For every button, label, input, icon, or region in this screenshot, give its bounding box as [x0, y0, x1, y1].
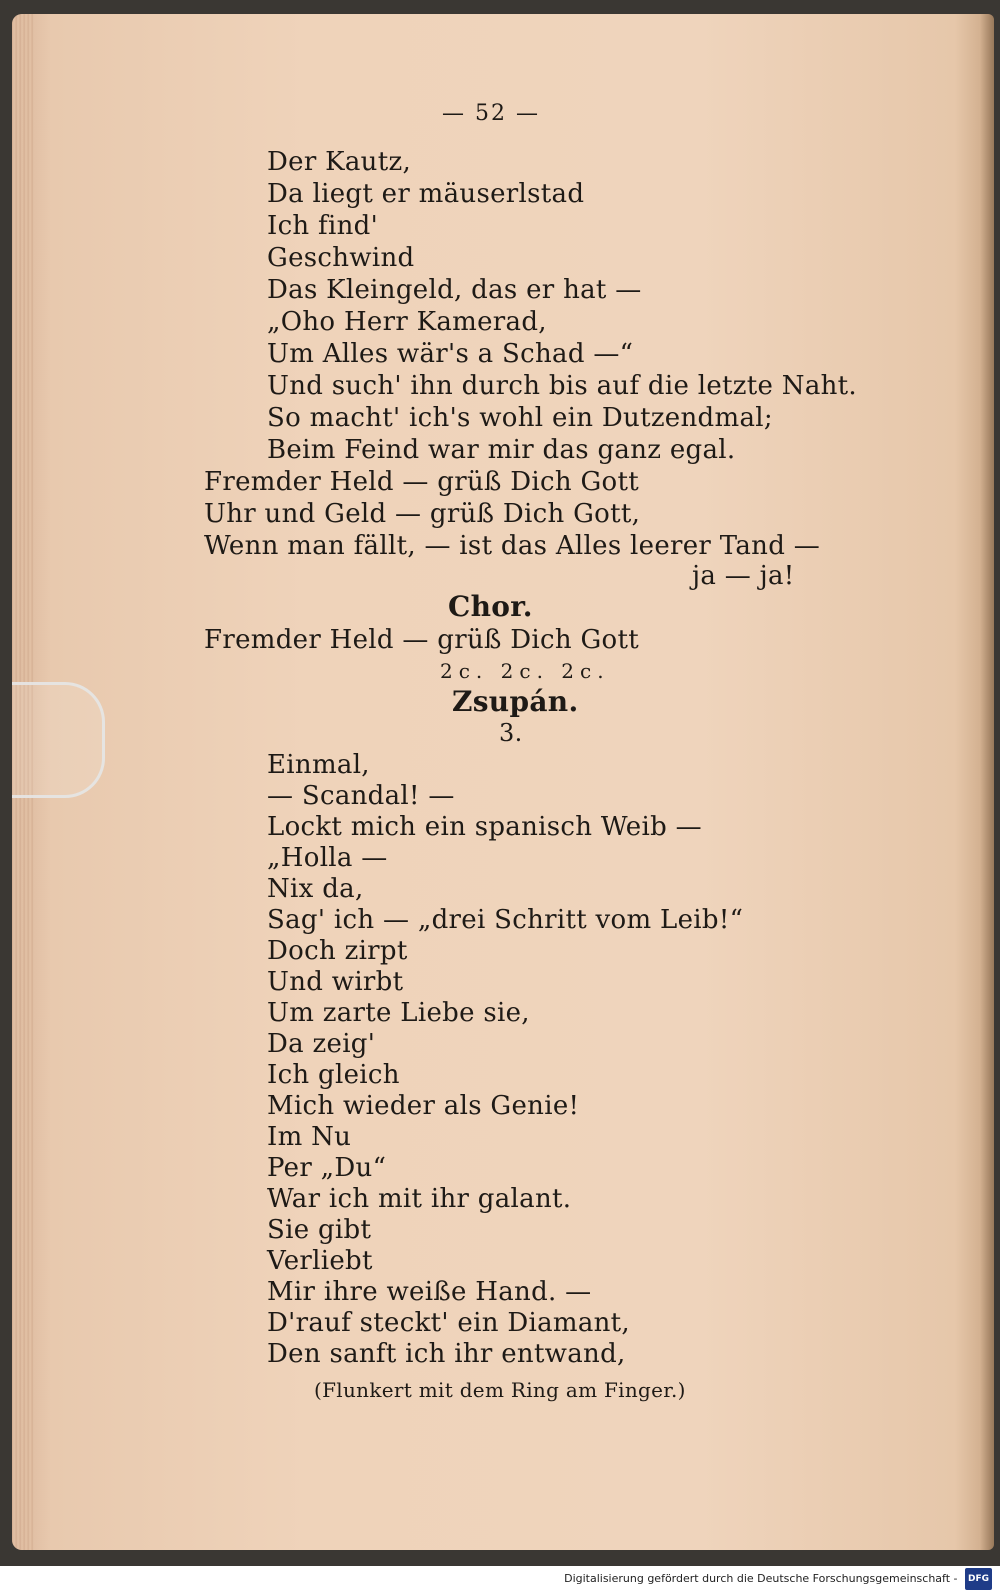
verse3-line: Mir ihre weiße Hand. —	[267, 1277, 592, 1307]
refrain-line: Uhr und Geld — grüß Dich Gott,	[204, 499, 641, 529]
chor-heading: Chor.	[448, 590, 533, 623]
verse-line: Der Kautz,	[267, 147, 412, 177]
verse-line: Um Alles wär's a Schad —“	[267, 339, 634, 369]
verse3-line: Sag' ich — „drei Schritt vom Leib!“	[267, 905, 744, 935]
verse3-line: Ich gleich	[267, 1060, 400, 1090]
verse3-line: Nix da,	[267, 874, 364, 904]
book-page	[12, 14, 994, 1550]
page-clip-tab	[12, 682, 105, 798]
refrain-line: Wenn man fällt, — ist das Alles leerer Tand —	[204, 531, 821, 561]
refrain-tail: ja — ja!	[692, 561, 795, 591]
speaker-heading: Zsupán.	[452, 685, 579, 718]
verse-line: Da liegt er mäuserlstad	[267, 179, 585, 209]
verse-line: „Oho Herr Kamerad,	[267, 307, 547, 337]
verse3-line: Im Nu	[267, 1122, 352, 1152]
verse3-line: Lockt mich ein spanisch Weib —	[267, 812, 702, 842]
refrain-line: Fremder Held — grüß Dich Gott	[204, 467, 639, 497]
verse3-line: Mich wieder als Genie!	[267, 1091, 580, 1121]
dfg-logo: DFG	[965, 1568, 992, 1590]
chor-line: Fremder Held — grüß Dich Gott	[204, 625, 639, 655]
verse3-line: „Holla —	[267, 843, 388, 873]
stage-direction: (Flunkert mit dem Ring am Finger.)	[314, 1378, 686, 1402]
verse3-line: Einmal,	[267, 750, 370, 780]
verse3-line: D'rauf steckt' ein Diamant,	[267, 1308, 630, 1338]
verse3-line: Verliebt	[267, 1246, 373, 1276]
verse3-line: Um zarte Liebe sie,	[267, 998, 530, 1028]
verse-line: Das Kleingeld, das er hat —	[267, 275, 642, 305]
verse-line: Und such' ihn durch bis auf die letzte Naht.	[267, 371, 857, 401]
page-number: — 52 —	[442, 101, 540, 126]
verse3-line: Sie gibt	[267, 1215, 372, 1245]
verse-line: Beim Feind war mir das ganz egal.	[267, 435, 736, 465]
verse3-line: Da zeig'	[267, 1029, 376, 1059]
verse-number: 3.	[499, 719, 523, 747]
footer-text: Digitalisierung gefördert durch die Deutsche Forschungsgemeinschaft -	[564, 1572, 958, 1585]
verse3-line: War ich mit ihr galant.	[267, 1184, 572, 1214]
verse-line: Geschwind	[267, 243, 415, 273]
verse3-line: Per „Du“	[267, 1153, 387, 1183]
verse3-line: Und wirbt	[267, 967, 404, 997]
verse-line: So macht' ich's wohl ein Dutzendmal;	[267, 403, 773, 433]
gutter-shadow	[980, 14, 994, 1550]
verse3-line: Den sanft ich ihr entwand,	[267, 1339, 626, 1369]
digitization-footer	[560, 1568, 992, 1588]
verse3-line: — Scandal! —	[267, 781, 455, 811]
verse3-line: Doch zirpt	[267, 936, 408, 966]
etcetera-marks: 2c. 2c. 2c.	[440, 659, 610, 683]
verse-line: Ich find'	[267, 211, 379, 241]
